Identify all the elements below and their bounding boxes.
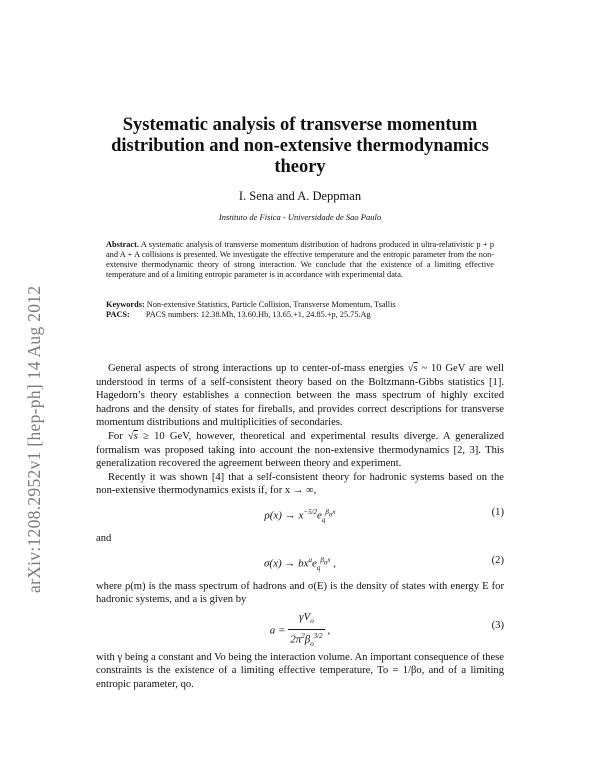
equation-3	[96, 607, 504, 651]
keywords-line	[106, 300, 494, 310]
abstract-text: A systematic analysis of transverse momentum distribution of hadrons produced in ultra-relativistic p + p and A + A collisions is presented. We investigate the effective temperature and the entropic parameter from the non-extensive thermodynamic theory of strong interaction. We conclude that the existence of a limiting effective temperature and of a limiting entropic parameter is in accordance with experimental data.	[106, 240, 494, 279]
sqrt-s-symbol: √s	[407, 363, 418, 374]
keywords-text: Non-extensive Statistics, Particle Collision, Transverse Momentum, Tsallis	[146, 300, 396, 309]
equation-1	[96, 498, 504, 532]
body-text	[96, 362, 504, 692]
pacs-line	[106, 310, 494, 320]
keywords-label: Keywords:	[106, 300, 145, 309]
arxiv-identifier: arXiv:1208.2952v1 [hep-ph] 14 Aug 2012	[24, 285, 44, 593]
equation-formula: $\sigma(x) \to bx^ae_q^{\beta_ox}$ ,	[263, 555, 336, 572]
equation-number: (1)	[491, 506, 504, 518]
equation-formula: a = $\frac{\gamma V_o}{2\pi^2\beta_o^{3/2}}$ ,	[269, 610, 331, 648]
equation-number: (2)	[491, 554, 504, 566]
abstract	[106, 240, 494, 280]
equation-number: (3)	[491, 619, 504, 631]
equation-2	[96, 546, 504, 580]
paragraph: and	[96, 532, 112, 544]
pacs-text: PACS numbers: 12.38.Mh, 13.60.Hb, 13.65.+1, 24.85.+p, 25.75.Ag	[145, 310, 371, 319]
paragraph: where ρ(m) is the mass spectrum of hadrons and σ(E) is the density of states with energy E for hadronic systems, and a is given by	[96, 580, 504, 606]
pacs-label: PACS:	[106, 310, 130, 319]
abstract-label: Abstract.	[106, 240, 139, 249]
paragraph: with γ being a constant and Vo being the interaction volume. An important consequence of these constraints is the existence of a limiting effective temperature, To = 1/βo, and of a limiting entropic parameter, qo.	[96, 651, 504, 690]
authors: I. Sena and A. Deppman	[238, 189, 362, 203]
sqrt-s-symbol: √s	[127, 430, 138, 442]
affiliation: Instituto de Fisica - Universidade de Sao Paulo	[218, 212, 382, 222]
paragraph: Recently it was shown [4] that a self-consistent theory for hadronic systems based on the non-extensive thermodynamics exists if, for x → ∞,	[96, 471, 504, 497]
keywords-block	[106, 300, 494, 320]
paragraph: General aspects of strong interactions up to center-of-mass energies √s ~ 10 GeV are well understood in terms of a self-consistent theory based on the Boltzmann-Gibbs statistics [1]. Hagedorn’s theory establishes a connection between the mass spectrum of highly excited hadrons and the density of states for fireballs, and provides correct descriptions for transverse momentum distributions and multiplicities of secondaries.	[96, 363, 504, 429]
equation-formula: $\rho(x) \to x^{-5/2}e_q^{\beta_ox}$	[264, 507, 336, 524]
paper-title: Systematic analysis of transverse momentum distribution and non-extensive thermodynamics theory	[111, 115, 489, 177]
paragraph: For √s ≥ 10 GeV, however, theoretical and experimental results diverge. A generalized formalism was proposed taking into account the non-extensive thermodynamics [2, 3]. This generalization recovered the agreement between theory and experiment.	[96, 430, 504, 470]
